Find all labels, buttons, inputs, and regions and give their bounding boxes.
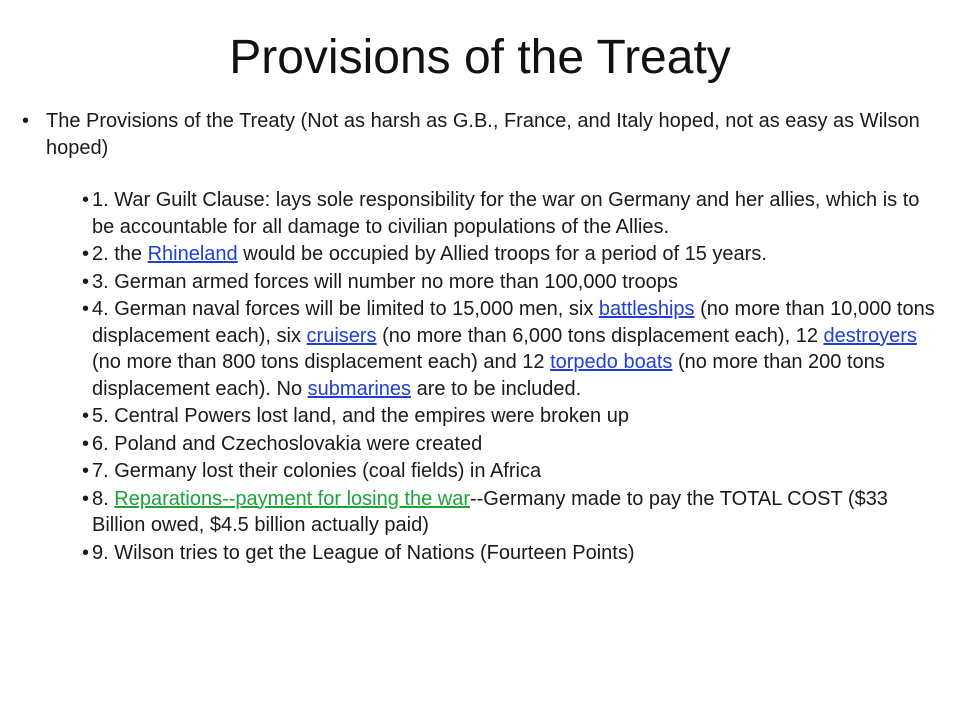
provision-text: 1. War Guilt Clause: lays sole responsibility for the war on Germany and her allies, which is to be accountable for all damage to civilian populations of the Allies. xyxy=(92,189,920,238)
bullet-dot-icon: • xyxy=(22,110,30,132)
hyperlink-destroyers[interactable]: destroyers xyxy=(823,324,917,347)
provision-text: (no more than 10,000 tons displacement each), six xyxy=(92,298,935,347)
provision-text: 5. Central Powers lost land, and the empires were broken up xyxy=(92,405,629,427)
provision-text: 8. xyxy=(92,487,115,510)
intro-bullet xyxy=(22,108,942,566)
provision-text: 9. Wilson tries to get the League of Nations (Fourteen Points) xyxy=(92,541,635,564)
provision-text: --Germany made to pay the TOTAL COST ($33 Billion owed, $4.5 billion actually paid) xyxy=(92,487,888,536)
provision-item xyxy=(60,540,942,567)
bullet-dot-icon: • xyxy=(82,189,90,211)
bullet-dot-icon: • xyxy=(82,541,90,564)
bullet-dot-icon: • xyxy=(82,460,90,482)
provision-text: 2. the xyxy=(92,243,148,265)
provision-text: would be occupied by Allied troops for a period of 15 years. xyxy=(237,243,767,265)
intro-text: The Provisions of the Treaty (Not as harsh as G.B., France, and Italy hoped, not as easy as Wilson hoped) xyxy=(46,110,920,159)
provision-item xyxy=(60,187,942,240)
provision-text: 3. German armed forces will number no more than 100,000 troops xyxy=(92,270,678,293)
slide-body xyxy=(22,108,942,567)
bullet-dot-icon: • xyxy=(82,432,90,455)
bullet-dot-icon: • xyxy=(82,405,90,427)
provision-item xyxy=(60,269,942,296)
provision-text: are to be included. xyxy=(411,377,582,400)
provision-item xyxy=(60,431,942,458)
provision-item xyxy=(60,486,942,539)
provision-text: (no more than 800 tons displacement each) and 12 xyxy=(92,351,551,373)
bullet-dot-icon: • xyxy=(82,243,90,265)
hyperlink-rhineland[interactable]: Rhineland xyxy=(147,243,238,265)
provisions-list xyxy=(60,187,942,566)
main-bullet-list xyxy=(22,108,942,566)
hyperlink-cruisers[interactable]: cruisers xyxy=(306,324,377,347)
provision-text: 4. German naval forces will be limited to 15,000 men, six xyxy=(92,298,599,320)
hyperlink-submarines[interactable]: submarines xyxy=(307,377,412,400)
provision-text: (no more than 6,000 tons displacement each), 12 xyxy=(376,324,824,347)
bullet-dot-icon: • xyxy=(82,487,90,510)
hyperlink-reparations-payment-for-losing-the-war[interactable]: Reparations--payment for losing the war xyxy=(114,487,470,510)
hyperlink-torpedo-boats[interactable]: torpedo boats xyxy=(550,351,673,373)
hyperlink-battleships[interactable]: battleships xyxy=(598,298,695,320)
provision-item xyxy=(60,458,942,485)
provision-item xyxy=(60,296,942,402)
provision-item xyxy=(60,403,942,430)
bullet-dot-icon: • xyxy=(82,298,90,320)
provision-text: 7. Germany lost their colonies (coal fields) in Africa xyxy=(92,460,542,482)
slide-title: Provisions of the Treaty xyxy=(229,31,731,84)
bullet-dot-icon: • xyxy=(82,270,90,293)
provision-item xyxy=(60,241,942,268)
provision-text: 6. Poland and Czechoslovakia were created xyxy=(92,432,483,455)
provision-text: (no more than 200 tons displacement each). No xyxy=(92,351,885,400)
